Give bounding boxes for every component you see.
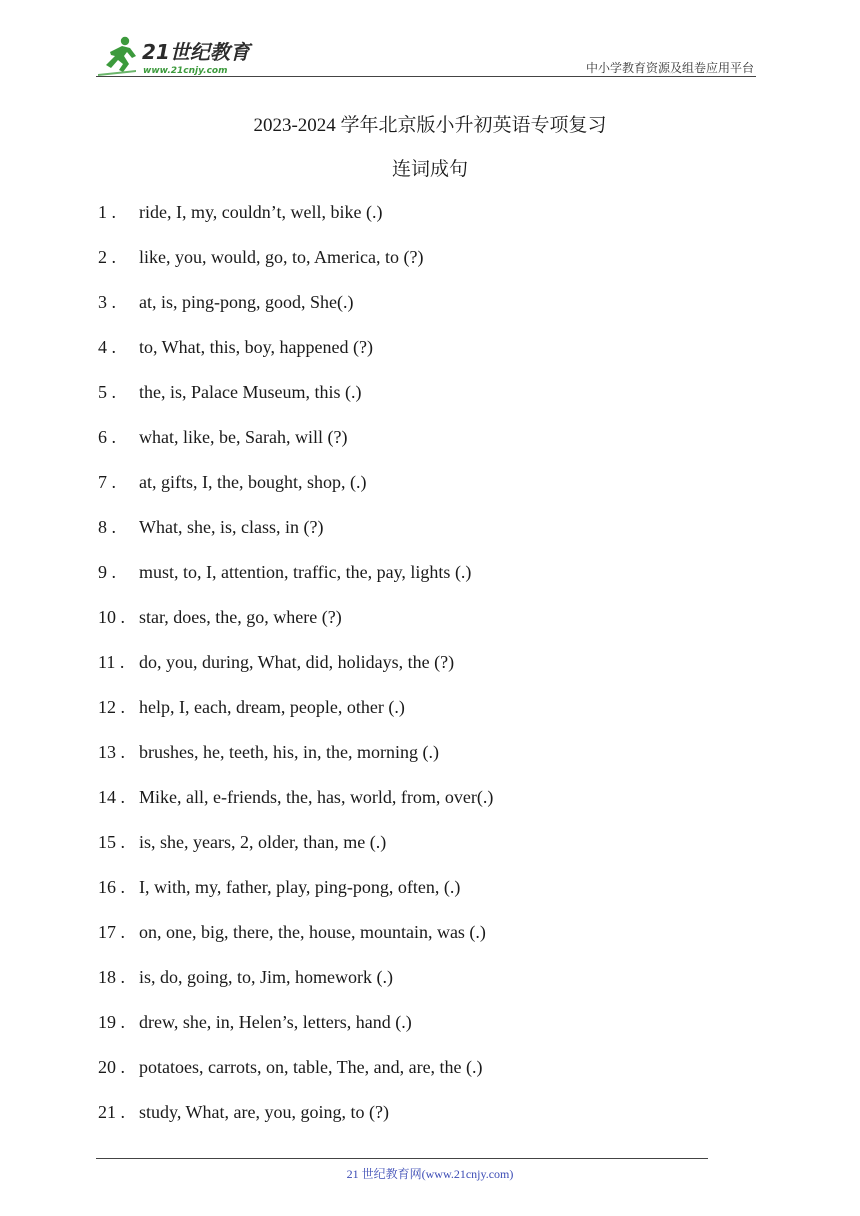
question-item (98, 694, 493, 739)
question-number: 15 . (98, 832, 125, 852)
question-number: 11 . (98, 652, 125, 672)
question-number: 5 . (98, 382, 116, 402)
question-item (98, 919, 493, 964)
question-list (98, 199, 493, 1144)
question-text: at, is, ping-pong, good, She(.) (139, 292, 354, 312)
question-number: 18 . (98, 967, 125, 987)
question-text: help, I, each, dream, people, other (.) (139, 697, 405, 717)
question-text: study, What, are, you, going, to (?) (139, 1102, 389, 1122)
question-number: 2 . (98, 247, 116, 267)
header-tagline: 中小学教育资源及组卷应用平台 (585, 61, 754, 75)
question-item (98, 244, 493, 289)
question-number: 6 . (98, 427, 116, 447)
question-text: ride, I, my, couldn’t, well, bike (.) (139, 202, 383, 222)
question-item (98, 199, 493, 244)
logo-url: www.21cnjy.com (143, 66, 228, 76)
question-text: to, What, this, boy, happened (?) (139, 337, 373, 357)
question-number: 9 . (98, 562, 116, 582)
question-text: what, like, be, Sarah, will (?) (139, 427, 348, 447)
question-text: is, do, going, to, Jim, homework (.) (139, 967, 393, 987)
question-text: must, to, I, attention, traffic, the, pay, lights (.) (139, 562, 472, 582)
page-header (96, 34, 756, 78)
question-number: 3 . (98, 292, 116, 312)
question-number: 21 . (98, 1102, 125, 1122)
question-item (98, 514, 493, 559)
question-number: 1 . (98, 202, 116, 222)
question-text: brushes, he, teeth, his, in, the, morning (.) (139, 742, 439, 762)
question-item (98, 604, 493, 649)
question-item (98, 1099, 493, 1144)
question-text: potatoes, carrots, on, table, The, and, are, the (.) (139, 1057, 483, 1077)
question-text: on, one, big, there, the, house, mountain, was (.) (139, 922, 486, 942)
question-number: 4 . (98, 337, 116, 357)
question-text: at, gifts, I, the, bought, shop, (.) (139, 472, 367, 492)
question-number: 20 . (98, 1057, 125, 1077)
question-item (98, 559, 493, 604)
question-number: 7 . (98, 472, 116, 492)
question-item (98, 784, 493, 829)
question-item (98, 469, 493, 514)
question-number: 13 . (98, 742, 125, 762)
logo-text: 21世纪教育 (142, 40, 250, 64)
question-item (98, 379, 493, 424)
question-item (98, 649, 493, 694)
document-subtitle: 连词成句 (391, 159, 468, 180)
question-text: Mike, all, e-friends, the, has, world, from, over(.) (139, 787, 494, 807)
question-number: 12 . (98, 697, 125, 717)
question-text: is, she, years, 2, older, than, me (.) (139, 832, 387, 852)
question-number: 8 . (98, 517, 116, 537)
question-item (98, 1009, 493, 1054)
document-title: 2023-2024 学年北京版小升初英语专项复习 (253, 115, 607, 136)
question-text: the, is, Palace Museum, this (.) (139, 382, 362, 402)
footer-link[interactable]: 21 世纪教育网(www.21cnjy.com) (346, 1167, 514, 1181)
question-text: What, she, is, class, in (?) (139, 517, 324, 537)
logo-21cnjy (96, 34, 266, 78)
question-item (98, 964, 493, 1009)
running-figure-icon (98, 37, 136, 76)
question-item (98, 829, 493, 874)
question-number: 17 . (98, 922, 125, 942)
question-text: like, you, would, go, to, America, to (?) (139, 247, 424, 267)
footer-divider (96, 1158, 708, 1159)
question-item (98, 874, 493, 919)
question-item (98, 334, 493, 379)
question-number: 10 . (98, 607, 125, 627)
question-text: I, with, my, father, play, ping-pong, often, (.) (139, 877, 461, 897)
header-divider (96, 76, 756, 77)
question-text: drew, she, in, Helen’s, letters, hand (.) (139, 1012, 412, 1032)
question-number: 14 . (98, 787, 125, 807)
question-item (98, 424, 493, 469)
question-text: do, you, during, What, did, holidays, the (?) (139, 652, 455, 672)
question-item (98, 739, 493, 784)
question-text: star, does, the, go, where (?) (139, 607, 342, 627)
question-item (98, 289, 493, 334)
question-number: 16 . (98, 877, 125, 897)
question-item (98, 1054, 493, 1099)
question-number: 19 . (98, 1012, 125, 1032)
